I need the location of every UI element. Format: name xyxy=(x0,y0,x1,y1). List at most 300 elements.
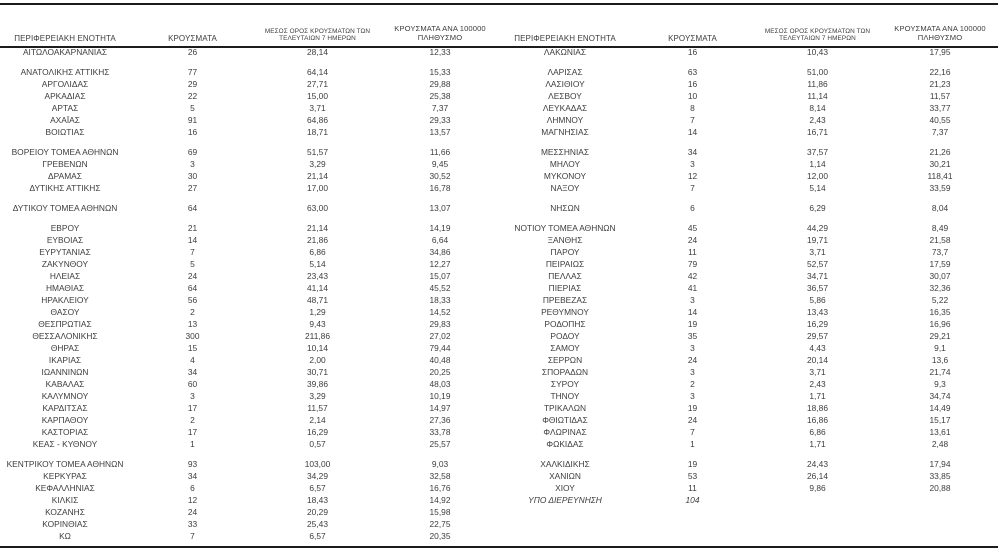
region-cell: ΚΕΑΣ - ΚΥΘΝΟΥ xyxy=(32,439,98,449)
avg-7day-cell: 5,14 xyxy=(309,259,326,269)
region-cell: ΙΚΑΡΙΑΣ xyxy=(48,355,82,365)
per-100k-cell: 40,48 xyxy=(429,355,451,365)
per-100k-cell: 17,95 xyxy=(929,47,951,57)
avg-7day-cell: 3,29 xyxy=(309,391,326,401)
regional-table-right xyxy=(500,5,1000,542)
avg-7day-cell: 2,43 xyxy=(809,115,826,125)
cases-cell: 27 xyxy=(187,183,198,193)
per-100k-cell: 48,03 xyxy=(429,379,451,389)
table-row xyxy=(500,222,1000,234)
avg-7day-cell: 41,14 xyxy=(307,283,328,293)
per-100k-cell: 8,04 xyxy=(931,203,949,213)
region-cell: ΝΑΞΟΥ xyxy=(550,183,580,193)
cases-cell: 7 xyxy=(190,531,195,541)
avg-7day-cell: 26,14 xyxy=(807,471,828,481)
avg-7day-cell: 21,14 xyxy=(307,223,328,233)
per-100k-cell: 21,23 xyxy=(929,79,951,89)
table-row xyxy=(500,342,1000,354)
cases-cell: 11 xyxy=(688,483,697,493)
avg-7day-cell: 1,29 xyxy=(309,307,326,317)
per-100k-cell: 7,37 xyxy=(931,127,949,137)
avg-7day-cell: 8,14 xyxy=(809,103,826,113)
per-100k-cell: 20,88 xyxy=(929,483,951,493)
cases-cell: 1 xyxy=(690,439,695,449)
avg-7day-cell: 2,43 xyxy=(809,379,826,389)
cases-cell: 60 xyxy=(187,379,198,389)
group-gap xyxy=(0,58,500,66)
table-row xyxy=(0,530,500,542)
region-cell: ΡΕΘΥΜΝΟΥ xyxy=(541,307,589,317)
table-row xyxy=(0,330,500,342)
bottom-rule xyxy=(0,546,998,548)
region-cell: ΖΑΚΥΝΘΟΥ xyxy=(41,259,89,269)
per-100k-cell: 13,61 xyxy=(929,427,951,437)
avg-7day-cell: 20,14 xyxy=(807,355,828,365)
per-100k-cell: 15,17 xyxy=(929,415,951,425)
table-row xyxy=(0,90,500,102)
cases-cell: 45 xyxy=(687,223,698,233)
col-header-avg-7day-line2: ΤΕΛΕΥΤΑΙΩΝ 7 ΗΜΕΡΩΝ xyxy=(279,35,356,43)
cases-cell: 5 xyxy=(190,259,195,269)
per-100k-cell: 21,26 xyxy=(929,147,951,157)
avg-7day-cell: 17,00 xyxy=(307,183,328,193)
region-cell: ΠΕΛΛΑΣ xyxy=(548,271,582,281)
cases-cell: 24 xyxy=(687,355,698,365)
table-row xyxy=(500,354,1000,366)
table-row xyxy=(500,470,1000,482)
region-cell: ΚΩ xyxy=(59,531,71,541)
table-row xyxy=(500,426,1000,438)
region-cell: ΣΑΜΟΥ xyxy=(550,343,580,353)
per-100k-cell: 14,97 xyxy=(429,403,451,413)
avg-7day-cell: 30,71 xyxy=(307,367,328,377)
per-100k-cell: 14,49 xyxy=(929,403,951,413)
per-100k-cell: 33,78 xyxy=(429,427,451,437)
group-gap xyxy=(500,138,1000,146)
avg-7day-cell: 21,86 xyxy=(307,235,328,245)
region-cell: ΛΑΡΙΣΑΣ xyxy=(547,67,583,77)
cases-cell: 29 xyxy=(187,79,198,89)
group-gap xyxy=(0,450,500,458)
table-row xyxy=(0,66,500,78)
avg-7day-cell: 6,57 xyxy=(309,483,326,493)
table-row xyxy=(500,282,1000,294)
table-row xyxy=(500,66,1000,78)
cases-cell: 30 xyxy=(187,171,198,181)
table-row xyxy=(0,366,500,378)
table-row xyxy=(0,342,500,354)
table-row xyxy=(500,458,1000,470)
table-row xyxy=(0,222,500,234)
avg-7day-cell: 24,43 xyxy=(807,459,828,469)
col-header-per-100k xyxy=(880,25,1000,46)
cases-cell: 12 xyxy=(687,171,698,181)
region-cell: ΚΟΖΑΝΗΣ xyxy=(45,507,85,517)
avg-7day-cell: 11,57 xyxy=(307,403,328,413)
group-gap xyxy=(500,450,1000,458)
cases-cell: 17 xyxy=(187,427,198,437)
per-100k-cell: 11,66 xyxy=(429,147,451,157)
avg-7day-cell: 3,29 xyxy=(309,159,326,169)
table-row xyxy=(500,126,1000,138)
cases-cell: 35 xyxy=(687,331,698,341)
avg-7day-cell: 103,00 xyxy=(304,459,331,469)
cases-cell: 16 xyxy=(187,127,198,137)
region-cell: ΥΠΟ ΔΙΕΡΕΥΝΗΣΗ xyxy=(528,495,602,505)
region-cell: ΔΡΑΜΑΣ xyxy=(48,171,82,181)
region-cell: ΛΑΚΩΝΙΑΣ xyxy=(543,47,587,57)
avg-7day-cell: 5,14 xyxy=(809,183,826,193)
avg-7day-cell: 6,86 xyxy=(809,427,826,437)
table-row xyxy=(0,518,500,530)
avg-7day-cell: 36,57 xyxy=(807,283,828,293)
region-cell: ΣΠΟΡΑΔΩΝ xyxy=(541,367,589,377)
table-row xyxy=(0,282,500,294)
avg-7day-cell: 64,14 xyxy=(307,67,328,77)
cases-cell: 19 xyxy=(687,403,698,413)
region-cell: ΧΙΟΥ xyxy=(555,483,575,493)
region-cell: ΛΗΜΝΟΥ xyxy=(546,115,584,125)
table-row xyxy=(500,170,1000,182)
avg-7day-cell: 3,71 xyxy=(809,247,826,257)
table-row xyxy=(0,114,500,126)
region-cell: ΚΟΡΙΝΘΙΑΣ xyxy=(42,519,88,529)
cases-cell: 24 xyxy=(687,415,698,425)
col-header-per-100k-line1: ΚΡΟΥΣΜΑΤΑ ΑΝΑ 100000 xyxy=(894,24,986,34)
table-row xyxy=(0,426,500,438)
region-cell: ΔΥΤΙΚΟΥ ΤΟΜΕΑ ΑΘΗΝΩΝ xyxy=(12,203,118,213)
avg-7day-cell: 6,57 xyxy=(309,531,326,541)
cases-cell: 13 xyxy=(187,319,198,329)
group-gap xyxy=(500,194,1000,202)
region-cell: ΓΡΕΒΕΝΩΝ xyxy=(42,159,88,169)
per-100k-cell: 32,36 xyxy=(929,283,951,293)
avg-7day-cell: 48,71 xyxy=(307,295,328,305)
avg-7day-cell: 0,57 xyxy=(309,439,326,449)
cases-cell: 5 xyxy=(190,103,195,113)
per-100k-cell: 12,33 xyxy=(429,47,451,57)
cases-cell: 42 xyxy=(687,271,698,281)
table-row xyxy=(0,234,500,246)
region-cell: ΗΡΑΚΛΕΙΟΥ xyxy=(41,295,89,305)
region-cell: ΗΜΑΘΙΑΣ xyxy=(45,283,85,293)
region-cell: ΤΗΝΟΥ xyxy=(550,391,580,401)
avg-7day-cell: 6,86 xyxy=(309,247,326,257)
col-header-avg-7day xyxy=(255,28,380,46)
region-cell: ΚΕΡΚΥΡΑΣ xyxy=(43,471,87,481)
per-100k-cell: 79,44 xyxy=(429,343,451,353)
cases-cell: 4 xyxy=(190,355,195,365)
table-row xyxy=(0,46,500,58)
per-100k-cell: 30,07 xyxy=(929,271,951,281)
per-100k-cell: 27,36 xyxy=(429,415,451,425)
avg-7day-cell: 18,71 xyxy=(307,127,328,137)
avg-7day-cell: 21,14 xyxy=(307,171,328,181)
region-cell: ΝΟΤΙΟΥ ΤΟΜΕΑ ΑΘΗΝΩΝ xyxy=(514,223,616,233)
region-cell: ΚΑΒΑΛΑΣ xyxy=(45,379,85,389)
per-100k-cell: 21,74 xyxy=(929,367,951,377)
avg-7day-cell: 16,86 xyxy=(807,415,828,425)
cases-cell: 300 xyxy=(185,331,200,341)
avg-7day-cell: 10,43 xyxy=(807,47,828,57)
avg-7day-cell: 12,00 xyxy=(807,171,828,181)
table-row xyxy=(500,246,1000,258)
avg-7day-cell: 25,43 xyxy=(307,519,328,529)
group-gap xyxy=(0,214,500,222)
avg-7day-cell: 1,71 xyxy=(809,391,826,401)
region-cell: ΑΝΑΤΟΛΙΚΗΣ ΑΤΤΙΚΗΣ xyxy=(20,67,110,77)
table-row xyxy=(0,458,500,470)
per-100k-cell: 16,76 xyxy=(429,483,451,493)
region-cell: ΑΡΓΟΛΙΔΑΣ xyxy=(41,79,89,89)
cases-cell: 3 xyxy=(690,367,695,377)
table-row xyxy=(500,146,1000,158)
table-row xyxy=(500,414,1000,426)
per-100k-cell: 30,21 xyxy=(929,159,951,169)
cases-cell: 63 xyxy=(687,67,698,77)
table-row xyxy=(500,402,1000,414)
table-row xyxy=(0,306,500,318)
region-cell: ΣΥΡΟΥ xyxy=(550,379,580,389)
table-row xyxy=(500,182,1000,194)
avg-7day-cell: 10,14 xyxy=(307,343,328,353)
per-100k-cell: 7,37 xyxy=(431,103,449,113)
region-cell: ΙΩΑΝΝΙΝΩΝ xyxy=(41,367,89,377)
avg-7day-cell: 34,71 xyxy=(807,271,828,281)
cases-cell: 21 xyxy=(187,223,198,233)
avg-7day-cell: 211,86 xyxy=(305,331,330,341)
group-gap xyxy=(0,138,500,146)
table-row xyxy=(0,294,500,306)
cases-cell: 14 xyxy=(187,235,198,245)
table-row xyxy=(500,330,1000,342)
cases-cell: 69 xyxy=(187,147,198,157)
region-cell: ΠΑΡΟΥ xyxy=(550,247,580,257)
table-row xyxy=(0,470,500,482)
table-body-left xyxy=(0,46,500,542)
region-cell: ΑΡΤΑΣ xyxy=(51,103,79,113)
cases-cell: 53 xyxy=(687,471,698,481)
cases-cell: 7 xyxy=(190,247,195,257)
region-cell: ΠΙΕΡΙΑΣ xyxy=(548,283,582,293)
cases-cell: 3 xyxy=(190,159,195,169)
per-100k-cell: 32,58 xyxy=(429,471,451,481)
table-row xyxy=(0,270,500,282)
table-row xyxy=(500,294,1000,306)
avg-7day-cell: 20,29 xyxy=(307,507,328,517)
cases-cell: 33 xyxy=(187,519,198,529)
cases-cell: 79 xyxy=(687,259,698,269)
per-100k-cell: 20,35 xyxy=(429,531,451,541)
per-100k-cell: 5,22 xyxy=(931,295,949,305)
avg-7day-cell: 34,29 xyxy=(307,471,328,481)
region-cell: ΛΕΣΒΟΥ xyxy=(548,91,582,101)
avg-7day-cell: 9,86 xyxy=(809,483,826,493)
cases-cell: 11 xyxy=(688,247,697,257)
col-header-region: ΠΕΡΙΦΕΡΕΙΑΚΗ ΕΝΟΤΗΤΑ xyxy=(514,34,616,43)
table-row xyxy=(0,494,500,506)
cases-cell: 64 xyxy=(187,283,198,293)
table-row xyxy=(500,114,1000,126)
table-row xyxy=(500,366,1000,378)
per-100k-cell: 73,7 xyxy=(931,247,949,257)
region-cell: ΒΟΡΕΙΟΥ ΤΟΜΕΑ ΑΘΗΝΩΝ xyxy=(11,147,119,157)
region-cell: ΔΥΤΙΚΗΣ ΑΤΤΙΚΗΣ xyxy=(29,183,101,193)
table-row xyxy=(0,102,500,114)
cases-cell: 19 xyxy=(687,459,698,469)
per-100k-cell: 16,35 xyxy=(929,307,951,317)
avg-7day-cell: 15,00 xyxy=(307,91,328,101)
per-100k-cell: 15,33 xyxy=(429,67,451,77)
region-cell: ΡΟΔΟΠΗΣ xyxy=(544,319,586,329)
per-100k-cell: 17,94 xyxy=(929,459,951,469)
per-100k-cell: 15,98 xyxy=(429,507,451,517)
avg-7day-cell: 9,43 xyxy=(309,319,326,329)
avg-7day-cell: 18,43 xyxy=(307,495,328,505)
cases-cell: 16 xyxy=(687,47,698,57)
per-100k-cell: 118,41 xyxy=(927,171,953,181)
table-row xyxy=(0,246,500,258)
table-row xyxy=(0,506,500,518)
per-100k-cell: 13,07 xyxy=(429,203,451,213)
cases-cell: 24 xyxy=(187,507,198,517)
table-row xyxy=(500,90,1000,102)
region-cell: ΠΕΙΡΑΙΩΣ xyxy=(545,259,585,269)
avg-7day-cell: 13,43 xyxy=(807,307,828,317)
per-100k-cell: 29,88 xyxy=(429,79,451,89)
region-cell: ΕΥΒΟΙΑΣ xyxy=(46,235,84,245)
region-cell: ΤΡΙΚΑΛΩΝ xyxy=(543,403,587,413)
avg-7day-cell: 64,86 xyxy=(307,115,328,125)
group-gap xyxy=(500,214,1000,222)
region-cell: ΕΥΡΥΤΑΝΙΑΣ xyxy=(39,247,91,257)
per-100k-cell: 8,49 xyxy=(931,223,949,233)
per-100k-cell: 15,07 xyxy=(429,271,451,281)
region-cell: ΜΥΚΟΝΟΥ xyxy=(543,171,587,181)
region-cell: ΚΑΡΔΙΤΣΑΣ xyxy=(42,403,88,413)
cases-cell: 7 xyxy=(690,427,695,437)
cases-cell: 3 xyxy=(190,391,195,401)
avg-7day-cell: 29,57 xyxy=(807,331,828,341)
table-row xyxy=(500,202,1000,214)
table-row xyxy=(0,390,500,402)
region-cell: ΚΕΦΑΛΛΗΝΙΑΣ xyxy=(35,483,95,493)
region-cell: ΜΕΣΣΗΝΙΑΣ xyxy=(540,147,590,157)
per-100k-cell: 9,03 xyxy=(431,459,449,469)
per-100k-cell: 33,77 xyxy=(929,103,951,113)
avg-7day-cell: 52,57 xyxy=(807,259,828,269)
avg-7day-cell: 51,00 xyxy=(807,67,828,77)
avg-7day-cell: 44,29 xyxy=(807,223,828,233)
per-100k-cell: 6,64 xyxy=(431,235,449,245)
cases-cell: 7 xyxy=(690,183,695,193)
col-header-avg-7day-line1: ΜΕΣΟΣ ΟΡΟΣ ΚΡΟΥΣΜΑΤΩΝ ΤΩΝ xyxy=(264,27,371,35)
cases-cell: 22 xyxy=(187,91,198,101)
per-100k-cell: 20,25 xyxy=(429,367,451,377)
avg-7day-cell: 4,43 xyxy=(809,343,826,353)
per-100k-cell: 27,02 xyxy=(429,331,451,341)
cases-cell: 10 xyxy=(687,91,698,101)
per-100k-cell: 29,83 xyxy=(429,319,451,329)
region-cell: ΜΑΓΝΗΣΙΑΣ xyxy=(541,127,589,137)
per-100k-cell: 10,19 xyxy=(429,391,451,401)
per-100k-cell: 45,52 xyxy=(429,283,451,293)
per-100k-cell: 11,57 xyxy=(929,91,951,101)
table-row xyxy=(500,78,1000,90)
per-100k-cell: 14,19 xyxy=(429,223,451,233)
region-cell: ΑΧΑΪΑΣ xyxy=(50,115,80,125)
cases-cell: 24 xyxy=(687,235,698,245)
region-cell: ΑΡΚΑΔΙΑΣ xyxy=(44,91,86,101)
table-row xyxy=(500,46,1000,58)
group-gap xyxy=(0,194,500,202)
cases-cell: 16 xyxy=(687,79,698,89)
cases-cell: 93 xyxy=(187,459,198,469)
cases-cell: 2 xyxy=(190,415,195,425)
cases-cell: 12 xyxy=(187,495,198,505)
avg-7day-cell: 2,00 xyxy=(309,355,326,365)
cases-cell: 56 xyxy=(187,295,198,305)
avg-7day-cell: 51,57 xyxy=(307,147,328,157)
avg-7day-cell: 23,43 xyxy=(307,271,328,281)
cases-cell: 3 xyxy=(690,343,695,353)
avg-7day-cell: 28,14 xyxy=(307,47,328,57)
region-cell: ΣΕΡΡΩΝ xyxy=(547,355,583,365)
region-cell: ΧΑΛΚΙΔΙΚΗΣ xyxy=(540,459,590,469)
per-100k-cell: 12,27 xyxy=(429,259,451,269)
region-cell: ΛΕΥΚΑΔΑΣ xyxy=(542,103,588,113)
region-cell: ΚΑΛΥΜΝΟΥ xyxy=(41,391,89,401)
per-100k-cell: 9,3 xyxy=(934,379,946,389)
per-100k-cell: 33,59 xyxy=(929,183,951,193)
table-row xyxy=(0,318,500,330)
per-100k-cell: 14,92 xyxy=(429,495,451,505)
region-cell: ΜΗΛΟΥ xyxy=(549,159,581,169)
region-cell: ΛΑΣΙΘΙΟΥ xyxy=(545,79,585,89)
per-100k-cell: 22,16 xyxy=(929,67,951,77)
col-header-avg-7day xyxy=(755,28,880,46)
cases-cell: 14 xyxy=(687,307,698,317)
table-row xyxy=(0,482,500,494)
cases-cell: 1 xyxy=(190,439,195,449)
per-100k-cell: 25,38 xyxy=(429,91,451,101)
table-row xyxy=(0,354,500,366)
avg-7day-cell: 27,71 xyxy=(307,79,328,89)
per-100k-cell: 21,58 xyxy=(929,235,951,245)
cases-cell: 34 xyxy=(187,471,198,481)
cases-cell: 3 xyxy=(690,391,695,401)
cases-cell: 7 xyxy=(690,115,695,125)
table-columns-wrapper xyxy=(0,5,1000,542)
table-row xyxy=(0,170,500,182)
table-row xyxy=(0,78,500,90)
avg-7day-cell: 3,71 xyxy=(809,367,826,377)
region-cell: ΦΛΩΡΙΝΑΣ xyxy=(543,427,587,437)
col-header-region: ΠΕΡΙΦΕΡΕΙΑΚΗ ΕΝΟΤΗΤΑ xyxy=(14,34,116,43)
per-100k-cell: 22,75 xyxy=(429,519,451,529)
table-header-right xyxy=(500,5,1000,46)
region-cell: ΚΑΣΤΟΡΙΑΣ xyxy=(41,427,89,437)
per-100k-cell xyxy=(880,494,1000,506)
region-cell: ΦΩΚΙΔΑΣ xyxy=(546,439,584,449)
col-header-per-100k-line2: ΠΛΗΘΥΣΜΟ xyxy=(417,33,463,43)
avg-7day-cell: 63,00 xyxy=(307,203,328,213)
avg-7day-cell: 16,29 xyxy=(307,427,328,437)
region-cell: ΘΕΣΠΡΩΤΙΑΣ xyxy=(38,319,92,329)
table-body-right xyxy=(500,46,1000,506)
regional-table-left xyxy=(0,5,500,542)
cases-cell: 2 xyxy=(690,379,695,389)
